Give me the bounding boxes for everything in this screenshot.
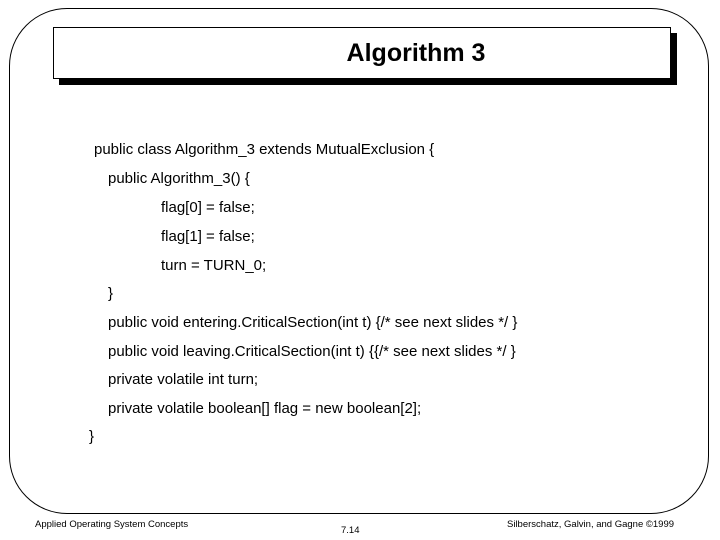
- code-line: private volatile boolean[] flag = new boolean[2];: [108, 400, 422, 417]
- code-line: turn = TURN_0;: [161, 257, 267, 274]
- footer-page-number: 7.14: [341, 525, 360, 536]
- footer-left: Applied Operating System Concepts: [35, 519, 189, 530]
- code-line: private volatile int turn;: [108, 371, 259, 388]
- code-line: public void leaving.CriticalSection(int t) {{/* see next slides */ }: [108, 343, 516, 360]
- code-line: flag[0] = false;: [161, 199, 255, 216]
- title-box: [53, 27, 671, 79]
- code-line: }: [89, 428, 95, 445]
- code-line: flag[1] = false;: [161, 228, 255, 245]
- code-line: public void entering.CriticalSection(int t) {/* see next slides */ }: [108, 314, 518, 331]
- code-line: public class Algorithm_3 extends MutualExclusion {: [94, 141, 435, 158]
- code-line: }: [108, 285, 114, 302]
- slide-title: Algorithm 3: [346, 38, 486, 67]
- footer-right: Silberschatz, Galvin, and Gagne ©1999: [507, 519, 675, 530]
- code-line: public Algorithm_3() {: [108, 170, 250, 187]
